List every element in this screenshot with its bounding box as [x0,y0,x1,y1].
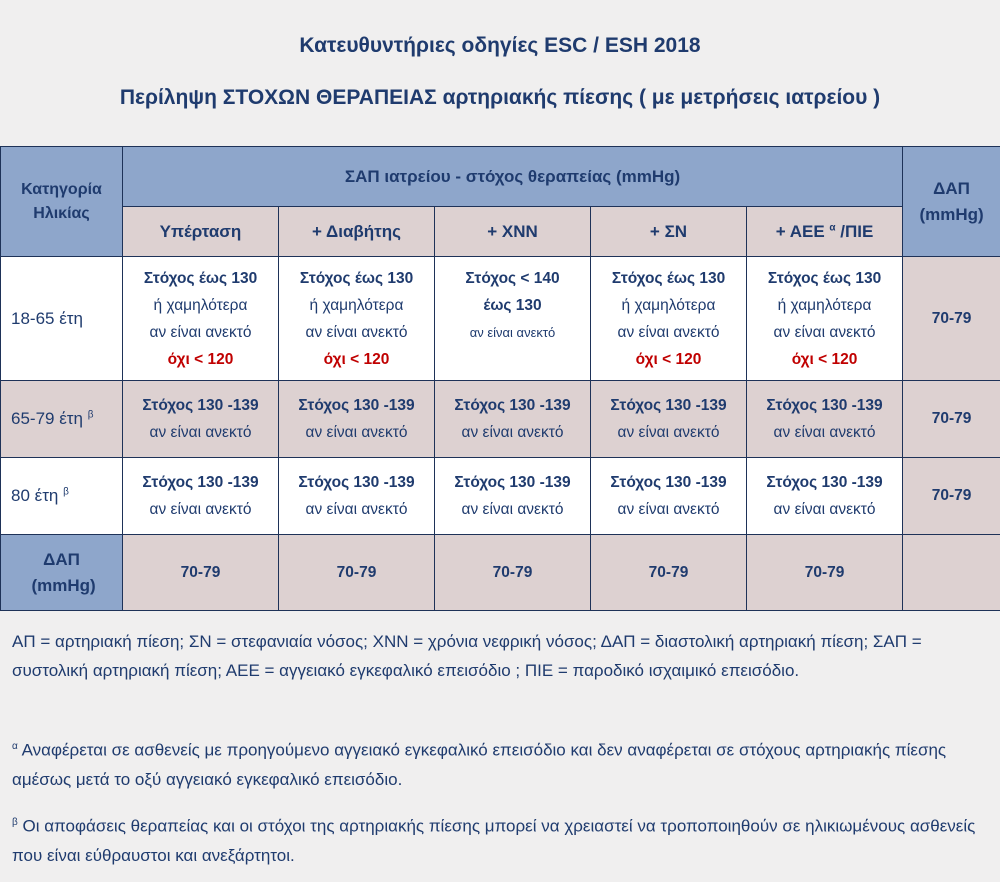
cell-r3-hypertension: Στόχος 130 -139 αν είναι ανεκτό [123,458,279,535]
cell-r2-hypertension: Στόχος 130 -139 αν είναι ανεκτό [123,381,279,458]
dap-r1: 70-79 [903,257,1000,381]
subheader-hypertension: Υπέρταση [123,207,279,257]
cell-r1-ckd: Στόχος < 140 έως 130 αν είναι ανεκτό [435,257,591,381]
abbreviations-note: ΑΠ = αρτηριακή πίεση; ΣΝ = στεφανιαία νόσος; ΧΝΝ = χρόνια νεφρική νόσος; ΔΑΠ = διαστολική αρτηριακή πίεση; ΣΑΠ = συστολική αρτηριακή πίεση; ΑΕΕ = αγγειακό εγκεφαλικό επεισόδιο ; ΠΙΕ = παροδικό ισχαιμικό επεισόδιο. [12,632,922,680]
document-subtitle: Περίληψη ΣΤΟΧΩΝ ΘΕΡΑΠΕΙΑΣ αρτηριακής πίεσης ( με μετρήσεις ιατρείου ) [119,86,881,109]
beta-footnote: $^\beta$ Οι αποφάσεις θεραπείας και οι στόχοι της αρτηριακής πίεσης μπορεί να χρειαστεί να τροποποιηθούν σε ηλικιωμένους ασθενείς που είναι εύθραυστοι και ανεξάρτητοι. [12,816,976,865]
cell-r2-diabetes: Στόχος 130 -139 αν είναι ανεκτό [279,381,435,458]
subheader-cad: + ΣΝ [591,207,747,257]
dap-r2: 70-79 [903,381,1000,458]
header-dap: ΔΑΠ (mmHg) [903,147,1000,257]
bp-targets-table [0,146,1000,611]
cell-r1-stroke: Στόχος έως 130 ή χαμηλότερα αν είναι ανεκτό όχι < 120 [747,257,903,381]
document-title: Κατευθυντήριες οδηγίες ESC / ESH 2018 [299,34,701,57]
dap-hypertension: 70-79 [123,535,279,611]
cell-r2-cad: Στόχος 130 -139 αν είναι ανεκτό [591,381,747,458]
subheader-stroke-tia: + ΑΕΕ $^\alpha$ /ΠΙΕ [747,207,903,257]
cell-r1-diabetes: Στόχος έως 130 ή χαμηλότερα αν είναι ανεκτό όχι < 120 [279,257,435,381]
cell-r1-cad: Στόχος έως 130 ή χαμηλότερα αν είναι ανεκτό όχι < 120 [591,257,747,381]
dap-row-label: ΔΑΠ (mmHg) [1,535,123,611]
dap-empty-cell [903,535,1000,611]
dap-cad: 70-79 [591,535,747,611]
header-age-category: Κατηγορία Ηλικίας [1,147,123,257]
cell-r3-diabetes: Στόχος 130 -139 αν είναι ανεκτό [279,458,435,535]
cell-r3-stroke: Στόχος 130 -139 αν είναι ανεκτό [747,458,903,535]
cell-r3-ckd: Στόχος 130 -139 αν είναι ανεκτό [435,458,591,535]
subheader-diabetes: + Διαβήτης [279,207,435,257]
cell-r1-hypertension: Στόχος έως 130 ή χαμηλότερα αν είναι ανεκτό όχι < 120 [123,257,279,381]
alpha-footnote: $^\alpha$ Αναφέρεται σε ασθενείς με προηγούμενο αγγειακό εγκεφαλικό επεισόδιο και δεν αναφέρεται σε στόχους αρτηριακής πίεσης αμέσως μετά το οξύ αγγειακό εγκεφαλικό επεισόδιο. [12,740,947,789]
dap-stroke: 70-79 [747,535,903,611]
cell-r2-stroke: Στόχος 130 -139 αν είναι ανεκτό [747,381,903,458]
dap-r3: 70-79 [903,458,1000,535]
dap-ckd: 70-79 [435,535,591,611]
cell-r3-cad: Στόχος 130 -139 αν είναι ανεκτό [591,458,747,535]
subheader-ckd: + ΧΝΝ [435,207,591,257]
age-18-65: 18-65 έτη [1,257,123,381]
dap-diabetes: 70-79 [279,535,435,611]
cell-r2-ckd: Στόχος 130 -139 αν είναι ανεκτό [435,381,591,458]
age-80: 80 έτη $^\beta$ [1,458,123,535]
header-sap-group: ΣΑΠ ιατρείου - στόχος θεραπείας (mmHg) [123,147,903,207]
age-65-79: 65-79 έτη $^\beta$ [1,381,123,458]
